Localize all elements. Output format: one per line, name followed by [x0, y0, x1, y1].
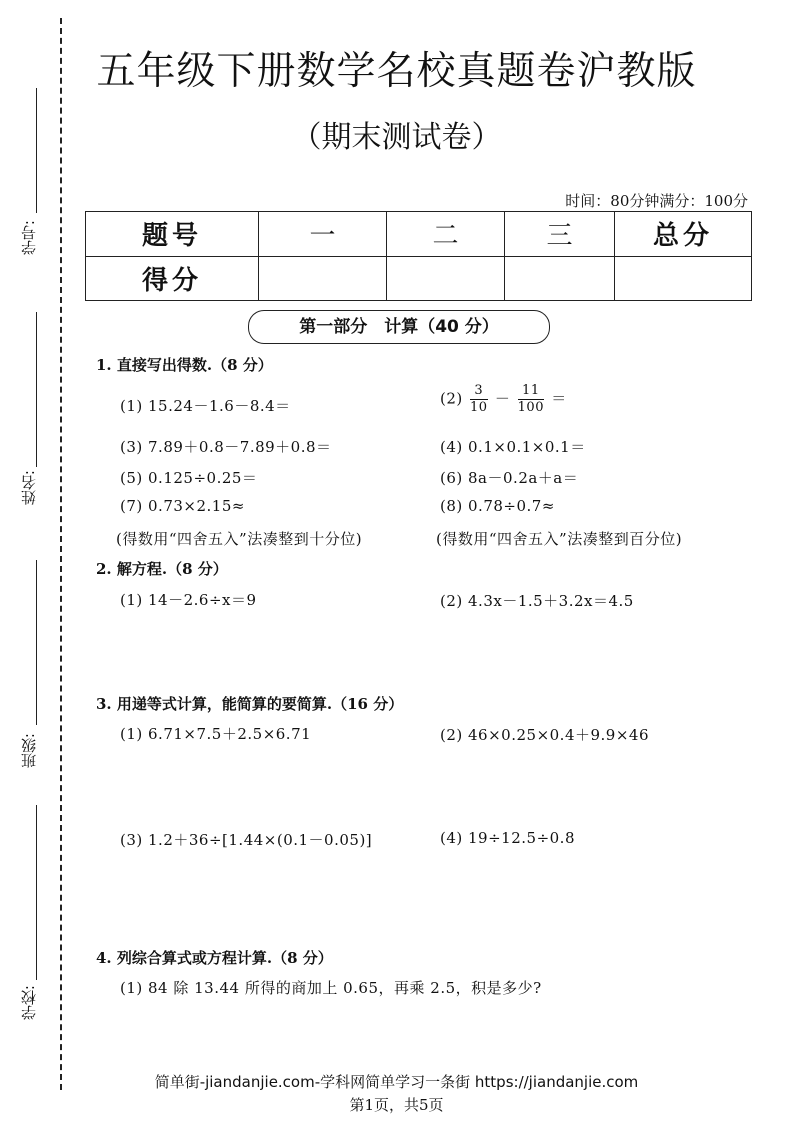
minus-operator: － — [494, 389, 511, 408]
q1-item-2-prefix: (2) — [440, 389, 463, 408]
score-header-cell: 题号 — [86, 212, 259, 257]
question-2-title: 2. 解方程.（8 分） — [96, 560, 228, 578]
fraction-denominator: 10 — [470, 400, 488, 415]
fraction-3-10 — [470, 383, 488, 416]
score-row-label: 得分 — [86, 256, 259, 301]
school-label: 学校: — [20, 985, 38, 1021]
question-1-title: 1. 直接写出得数.（8 分） — [96, 356, 273, 374]
name-label: 姓名: — [20, 470, 38, 506]
fraction-numerator: 11 — [518, 383, 544, 400]
q2-item-2: (2) 4.3x－1.5＋3.2x＝4.5 — [440, 592, 634, 610]
score-cell[interactable] — [259, 256, 387, 301]
school-rule — [36, 805, 37, 980]
score-cell[interactable] — [505, 256, 615, 301]
q1-item-6: (6) 8a－0.2a＋a＝ — [440, 469, 579, 487]
score-header-cell: 三 — [505, 212, 615, 257]
q3-item-3: (3) 1.2＋36÷[1.44×(0.1－0.05)] — [120, 831, 373, 849]
score-cell[interactable] — [615, 256, 752, 301]
q2-item-1: (1) 14－2.6÷x＝9 — [120, 591, 257, 609]
score-header-cell: 一 — [259, 212, 387, 257]
q1-item-4: (4) 0.1×0.1×0.1＝ — [440, 438, 586, 456]
q4-item-1: (1) 84 除 13.44 所得的商加上 0.65，再乘 2.5，积是多少? — [120, 979, 542, 997]
fraction-numerator: 3 — [470, 383, 488, 400]
page-number: 第1页，共5页 — [349, 1096, 444, 1114]
q1-note-1: (得数用“四舍五入”法凑整到十分位) — [116, 530, 363, 548]
equals-sign: ＝ — [551, 389, 567, 408]
score-header-cell: 总分 — [615, 212, 752, 257]
q1-note-2: (得数用“四舍五入”法凑整到百分位) — [436, 530, 683, 548]
score-header-cell: 二 — [387, 212, 505, 257]
score-table-header-row — [86, 212, 752, 257]
class-label: 班级: — [20, 733, 38, 769]
page-subtitle: （期末测试卷） — [291, 120, 502, 155]
q1-item-7: (7) 0.73×2.15≈ — [120, 497, 245, 515]
q3-item-1: (1) 6.71×7.5＋2.5×6.71 — [120, 725, 312, 743]
fraction-11-100 — [518, 383, 544, 416]
score-cell[interactable] — [387, 256, 505, 301]
section-heading: 第一部分 计算（40 分） — [248, 310, 550, 344]
class-rule — [36, 560, 37, 725]
page-title: 五年级下册数学名校真题卷沪教版 — [96, 49, 697, 94]
fraction-denominator: 100 — [517, 400, 544, 415]
q1-item-2 — [440, 383, 567, 416]
question-3-title: 3. 用递等式计算，能简算的要简算.（16 分） — [96, 695, 404, 713]
time-info: 时间：80分钟满分：100分 — [565, 192, 748, 210]
q3-item-4: (4) 19÷12.5÷0.8 — [440, 829, 575, 847]
binding-dashed-line — [60, 18, 62, 1090]
footer-source: 简单街-jiandanjie.com-学科网简单学习一条街 https://jiandanjie.com — [154, 1073, 639, 1091]
student-id-label: 学号: — [20, 220, 38, 256]
q1-item-5: (5) 0.125÷0.25＝ — [120, 469, 258, 487]
q1-item-3: (3) 7.89＋0.8－7.89＋0.8＝ — [120, 438, 332, 456]
q3-item-2: (2) 46×0.25×0.4＋9.9×46 — [440, 726, 650, 744]
q1-item-8: (8) 0.78÷0.7≈ — [440, 497, 555, 515]
q1-item-1: (1) 15.24－1.6－8.4＝ — [120, 397, 291, 415]
name-rule — [36, 312, 37, 467]
score-table — [85, 211, 752, 301]
score-table-score-row — [86, 256, 752, 301]
question-4-title: 4. 列综合算式或方程计算.（8 分） — [96, 949, 333, 967]
